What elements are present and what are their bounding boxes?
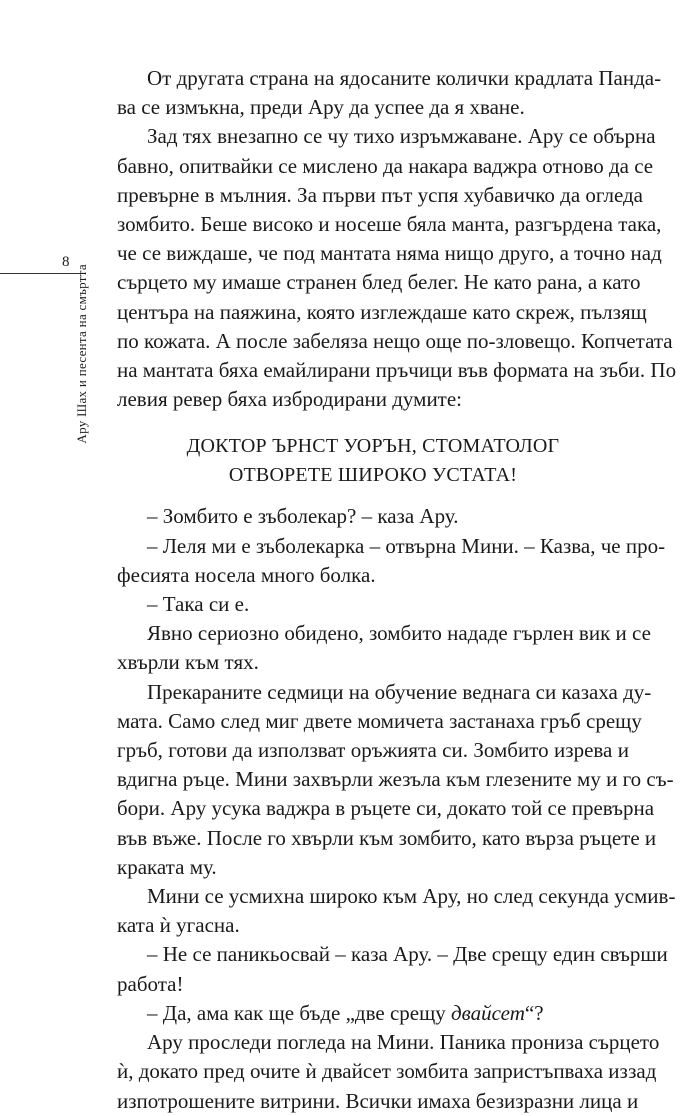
text-line: Прекараните седмици на обучение веднага си казаха ду- [147, 679, 652, 704]
text-line: – Леля ми е зъболекарка – отвърна Мини. – Казва, че про- [147, 533, 666, 558]
text-line: зомбито. Беше високо и носеше бяла манта, разгърдена така, [117, 212, 662, 237]
text-line: по кожата. А после забеляза нещо още по-зловещо. Копчетата [117, 328, 673, 353]
text-line: – Зомбито е зъболекар? – каза Ару. [147, 504, 459, 529]
text-line: левия ревер бяха избродирани думите: [117, 387, 463, 412]
text-line: във въже. После го хвърли към зомбито, като върза ръцете и [117, 825, 657, 850]
text-line: мата. Само след миг двете момичета застанаха гръб срещу [117, 708, 642, 733]
text-line: ката ѝ угасна. [117, 913, 240, 938]
text-line: сърцето му имаше странен блед белег. Не като рана, а като [117, 270, 641, 295]
heading-line-1: ДОКТОР ЪРНСТ УОРЪН, СТОМАТОЛОГ [186, 435, 560, 458]
line-part: “? [524, 1000, 544, 1025]
text-line: изпотрошените витрини. Всички имаха безизразни лица и [117, 1088, 639, 1113]
text-line: ѝ, докато пред очите ѝ двайсет зомбита запристъпваха иззад [117, 1059, 657, 1084]
text-line: ва се измъкна, преди Ару да успее да я хване. [117, 95, 525, 120]
text-line: бавно, опитвайки се мислено да накара ваджра отново да се [117, 153, 654, 178]
text-line: на мантата бяха емайлирани пръчици във формата на зъби. По [117, 358, 677, 383]
running-head: Ару Шах и песента на смъртта [74, 264, 89, 444]
text-line: работа! [117, 971, 184, 996]
text-line: вдигна ръце. Мини захвърли жезъла към глезените му и го съ- [117, 767, 674, 792]
text-line: Ару проследи погледа на Мини. Паника прониза сърцето [147, 1030, 660, 1055]
line-part: – Да, ама как ще бъде „две срещу [147, 1000, 452, 1025]
body-text [117, 64, 677, 1116]
text-line: превърне в мълния. За първи път успя хубавичко да огледа [117, 182, 643, 207]
text-line: Мини се усмихна широко към Ару, но след секунда усмив- [147, 884, 676, 909]
page-number: 8 [62, 254, 70, 270]
text-line: фесията носела много болка. [117, 562, 376, 587]
text-line: – Така си е. [147, 592, 250, 617]
italic-word: двайсет [451, 1000, 525, 1025]
text-line [117, 999, 629, 1028]
text-line: хвърли към тях. [117, 650, 259, 675]
text-line: че се виждаше, че под мантата няма нищо друго, а точно над [117, 241, 662, 266]
text-line: – Не се паникьосвай – каза Ару. – Две срещу един свърши [147, 942, 668, 967]
text-line: Явно сериозно обидено, зомбито нададе гърлен вик и се [147, 621, 651, 646]
text-line: бори. Ару усука ваджра в ръцете си, докато той се превърна [117, 796, 655, 821]
text-line: краката му. [117, 854, 217, 879]
heading-line-2: ОТВОРЕТЕ ШИРОКО УСТАТА! [228, 464, 518, 487]
text-line: центъра на паяжина, която изглеждаше като скреж, пълзящ [117, 299, 647, 324]
embroidered-words [117, 432, 629, 490]
text-line: От другата страна на ядосаните колички крадлата Панда- [147, 66, 662, 90]
text-line: Зад тях внезапно се чу тихо изръмжаване. Ару се обърна [147, 124, 656, 149]
margin-rule [0, 273, 80, 274]
text-line: гръб, готови да използват оръжията си. Зомбито изрева и [117, 738, 629, 763]
